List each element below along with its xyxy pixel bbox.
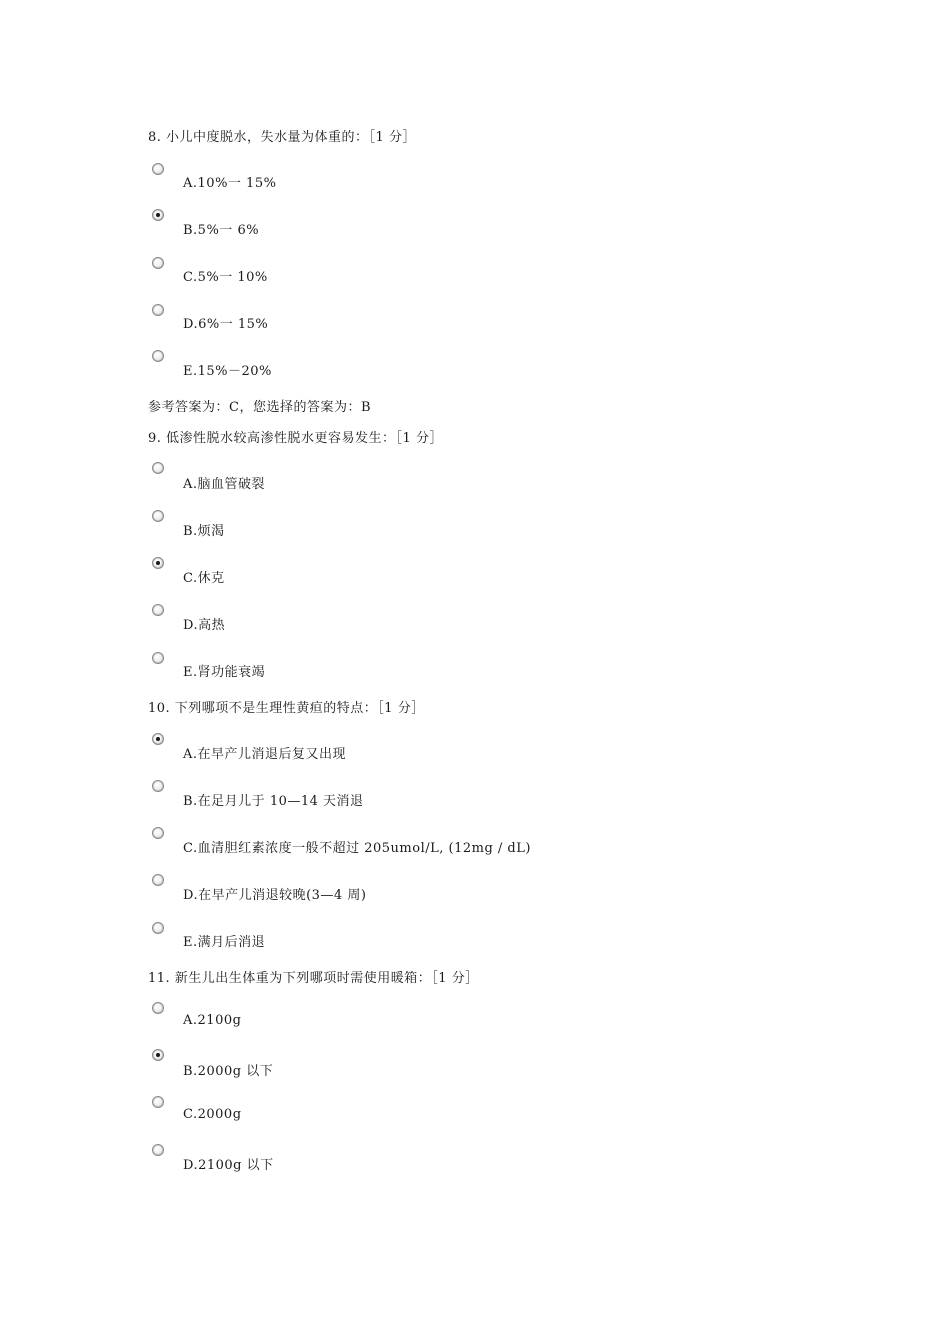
option-label: B.2000g 以下 [183,1064,274,1079]
option-label: A.脑血管破裂 [183,477,266,492]
option-label: D.6%一 15% [183,317,269,332]
radio-button[interactable] [152,922,164,934]
option-label: C.休克 [183,571,225,586]
question-stem: 10. 下列哪项不是生理性黄疸的特点：［1 分］ [148,701,425,716]
option-label: D.高热 [183,618,226,633]
option-label: E.满月后消退 [183,935,266,950]
radio-button-checked[interactable] [152,1049,164,1061]
option-label: C.血清胆红素浓度一般不超过 205umol/L, (12mg / dL) [183,841,531,856]
answer-feedback: 参考答案为：C，您选择的答案为：B [148,400,372,415]
option-label: B.在足月儿于 10—14 天消退 [183,794,364,809]
radio-button-checked[interactable] [152,209,164,221]
radio-button[interactable] [152,510,164,522]
option-label: C.5%一 10% [183,270,268,285]
option-label: B.5%一 6% [183,223,260,238]
option-label: B.烦渴 [183,524,225,539]
option-label: A.10%一 15% [183,176,277,191]
radio-button[interactable] [152,1002,164,1014]
option-label: E.肾功能衰竭 [183,665,266,680]
option-label: A.在早产儿消退后复又出现 [183,747,347,762]
radio-button[interactable] [152,827,164,839]
radio-button[interactable] [152,462,164,474]
option-label: E.15%－20% [183,364,272,379]
radio-button-checked[interactable] [152,733,164,745]
option-label: D.在早产儿消退较晚(3—4 周) [183,888,367,903]
option-label: D.2100g 以下 [183,1158,274,1173]
question-stem: 8. 小儿中度脱水，失水量为体重的：［1 分］ [148,130,416,145]
option-label: A.2100g [183,1013,242,1028]
radio-button[interactable] [152,163,164,175]
radio-button[interactable] [152,1144,164,1156]
radio-button[interactable] [152,652,164,664]
radio-button-checked[interactable] [152,557,164,569]
radio-button[interactable] [152,257,164,269]
question-stem: 11. 新生儿出生体重为下列哪项时需使用暖箱：［1 分］ [148,971,479,986]
radio-button[interactable] [152,780,164,792]
question-stem: 9. 低渗性脱水较高渗性脱水更容易发生：［1 分］ [148,431,443,446]
radio-button[interactable] [152,350,164,362]
option-label: C.2000g [183,1107,242,1122]
radio-button[interactable] [152,604,164,616]
radio-button[interactable] [152,874,164,886]
radio-button[interactable] [152,1096,164,1108]
radio-button[interactable] [152,304,164,316]
